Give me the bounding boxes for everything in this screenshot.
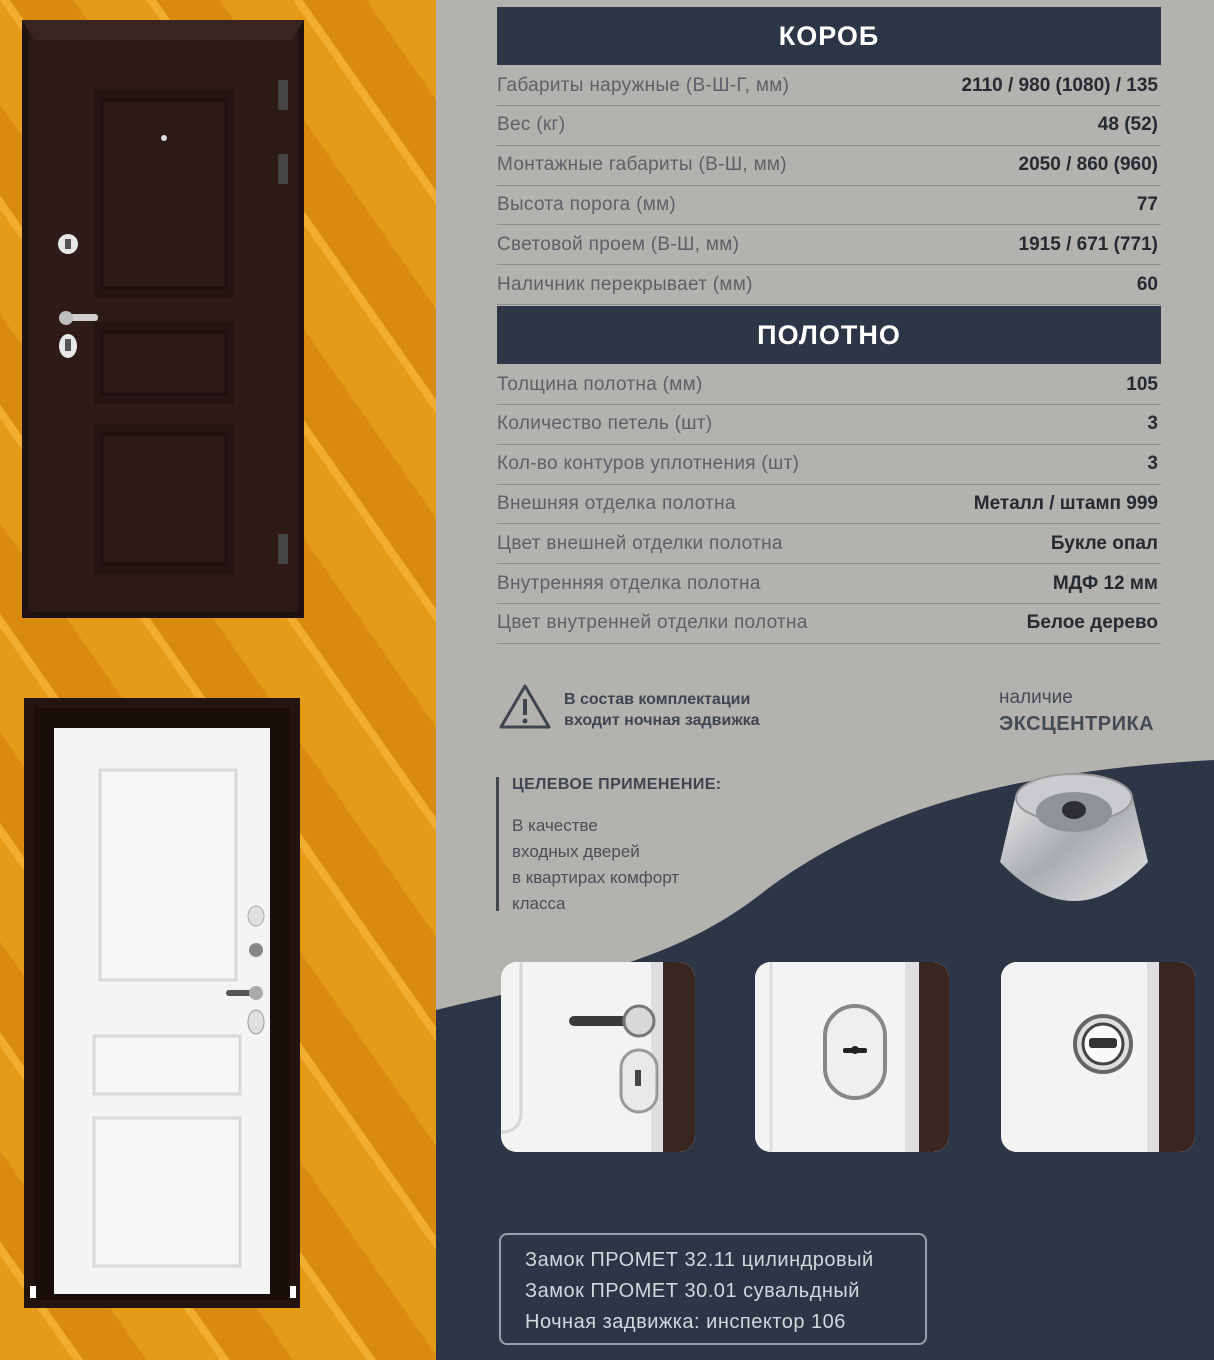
spec-value: 105 xyxy=(1126,373,1158,395)
lock-line: Ночная задвижка: инспектор 106 xyxy=(525,1311,846,1333)
spec-row xyxy=(497,405,1161,445)
leaf-section-header xyxy=(497,306,1161,364)
spec-value: МДФ 12 мм xyxy=(1052,572,1158,594)
spec-value: 3 xyxy=(1147,453,1158,475)
spec-row xyxy=(497,185,1161,225)
spec-row xyxy=(497,445,1161,485)
spec-value: 2050 / 860 (960) xyxy=(1018,154,1158,176)
frame-section-title: КОРОБ xyxy=(778,20,880,51)
eccentric-label-bottom: ЭКСЦЕНТРИКА xyxy=(999,713,1155,735)
spec-label: Габариты наружные (В-Ш-Г, мм) xyxy=(497,74,790,96)
leaf-section-title: ПОЛОТНО xyxy=(757,319,901,350)
spec-value: 1915 / 671 (771) xyxy=(1018,233,1158,255)
product-image-panel xyxy=(0,0,436,1360)
warning-triangle-icon xyxy=(498,683,552,731)
spec-label: Внутренняя отделка полотна xyxy=(497,572,761,594)
spec-value: Металл / штамп 999 xyxy=(973,492,1158,514)
spec-value: 60 xyxy=(1136,273,1158,295)
spec-label: Высота порога (мм) xyxy=(497,193,677,215)
night-latch-closeup-image xyxy=(1001,962,1195,1152)
spec-row xyxy=(497,564,1161,604)
spec-label: Цвет внешней отделки полотна xyxy=(497,532,783,554)
spec-row xyxy=(497,225,1161,265)
handle-closeup-image xyxy=(501,962,695,1152)
spec-label: Наличник перекрывает (мм) xyxy=(497,273,753,295)
lock-line: Замок ПРОМЕТ 30.01 сувальдный xyxy=(525,1280,860,1302)
frame-section-header xyxy=(497,7,1161,65)
door-outer-side-image xyxy=(22,20,304,618)
lock-line: Замок ПРОМЕТ 32.11 цилиндровый xyxy=(525,1249,874,1271)
spec-label: Толщина полотна (мм) xyxy=(497,373,703,395)
spec-row xyxy=(497,106,1161,146)
spec-row xyxy=(497,484,1161,524)
notice-line-1: В состав комплектации xyxy=(564,691,751,708)
usage-line: В качестве xyxy=(512,816,598,835)
spec-value: Букле опал xyxy=(1050,532,1158,554)
spec-label: Количество петель (шт) xyxy=(497,413,713,435)
eccentric-label-top: наличие xyxy=(999,687,1073,708)
spec-label: Кол-во контуров уплотнения (шт) xyxy=(497,453,800,475)
locks-info-box xyxy=(499,1233,927,1345)
notice-line-2: входит ночная задвижка xyxy=(564,712,760,729)
spec-row xyxy=(497,604,1161,644)
spec-value: 77 xyxy=(1136,193,1158,215)
usage-line: входных дверей xyxy=(512,842,640,861)
spec-row xyxy=(497,365,1161,405)
usage-line: в квартирах комфорт xyxy=(512,868,680,887)
spec-row xyxy=(497,146,1161,186)
spec-value: 3 xyxy=(1147,413,1158,435)
spec-label: Цвет внутренней отделки полотна xyxy=(497,612,808,634)
spec-label: Монтажные габариты (В-Ш, мм) xyxy=(497,154,787,176)
spec-label: Внешняя отделка полотна xyxy=(497,492,736,514)
spec-value: 48 (52) xyxy=(1097,114,1158,136)
door-inner-side-image xyxy=(24,698,300,1308)
spec-row xyxy=(497,524,1161,564)
spec-row xyxy=(497,66,1161,106)
usage-title: ЦЕЛЕВОЕ ПРИМЕНЕНИЕ: xyxy=(512,776,722,793)
night-latch-notice xyxy=(564,689,760,731)
spec-label: Световой проем (В-Ш, мм) xyxy=(497,233,740,255)
spec-row xyxy=(497,265,1161,305)
spec-value: 2110 / 980 (1080) / 135 xyxy=(961,74,1158,96)
keyhole-closeup-image xyxy=(755,962,949,1152)
eccentric-part-image xyxy=(998,764,1150,920)
usage-description xyxy=(512,813,679,917)
usage-accent-bar xyxy=(496,777,499,911)
usage-line: класса xyxy=(512,894,566,913)
spec-label: Вес (кг) xyxy=(497,114,566,136)
spec-value: Белое дерево xyxy=(1026,612,1158,634)
